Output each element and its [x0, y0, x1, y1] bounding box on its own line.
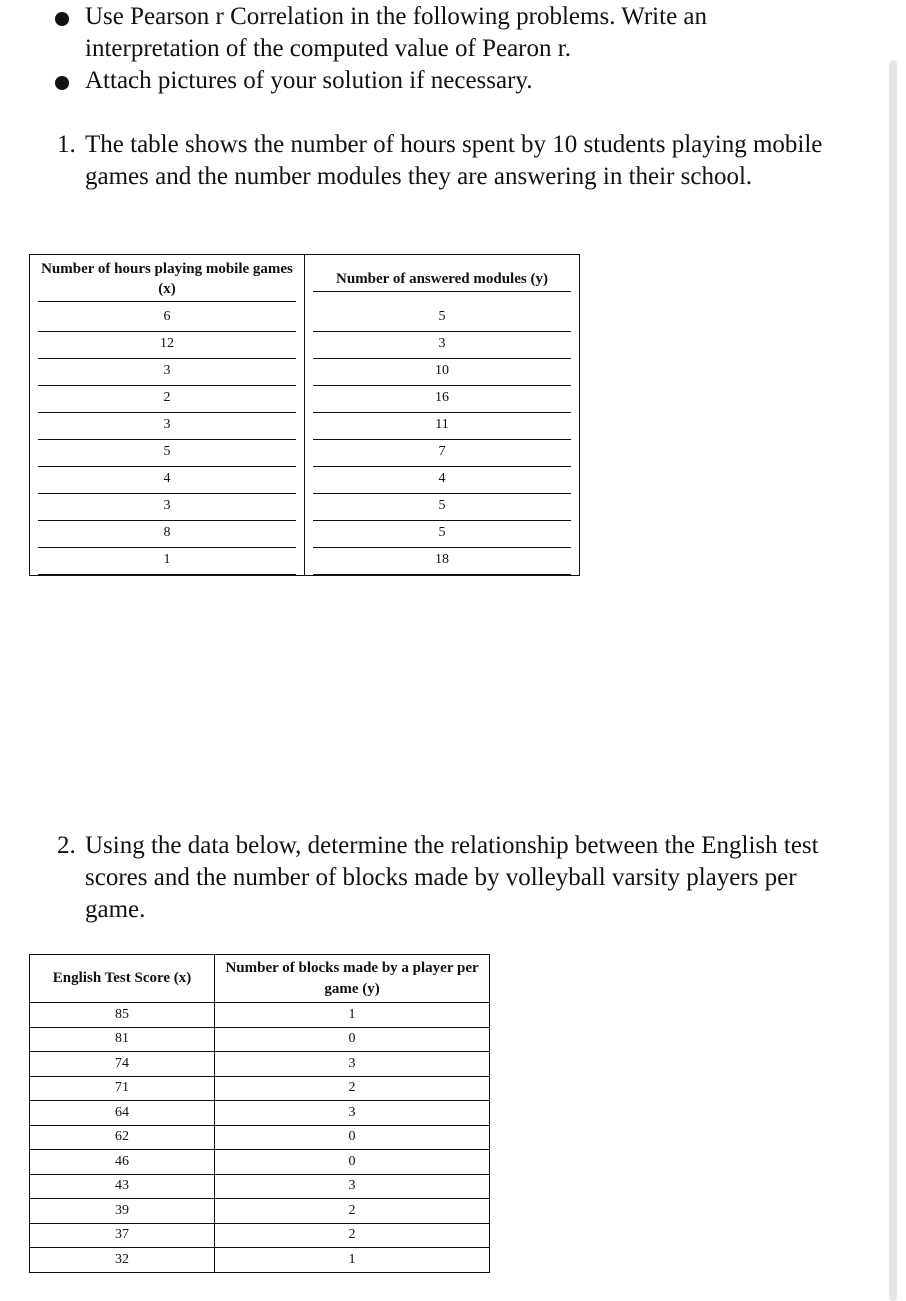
- cell-value: 6: [38, 305, 296, 332]
- table-cell: 1: [215, 1248, 490, 1273]
- cell-value: 2: [38, 386, 296, 413]
- cell-value: 3: [38, 413, 296, 440]
- table-cell: [305, 413, 580, 440]
- table-cell: [305, 467, 580, 494]
- table-cell: [305, 359, 580, 386]
- problem-1: [57, 129, 847, 193]
- table-row: [30, 1174, 490, 1199]
- problem-text: Using the data below, determine the relationship between the English test scores and the number of blocks made by volleyball varsity players per game.: [85, 832, 819, 923]
- bullet-icon: [55, 76, 69, 90]
- cell-value: 3: [313, 332, 571, 359]
- table-cell: 1: [215, 1003, 490, 1028]
- table-row: [30, 1076, 490, 1101]
- column-header: Number of blocks made by a player per game (y): [215, 955, 490, 1003]
- table-cell: [30, 467, 305, 494]
- table-row: [30, 521, 580, 548]
- table-row: [30, 1003, 490, 1028]
- cell-value: 5: [313, 521, 571, 548]
- table-cell: [30, 494, 305, 521]
- table-row: [30, 1027, 490, 1052]
- table-row: [30, 494, 580, 521]
- table-cell: 62: [30, 1125, 215, 1150]
- table-cell: 3: [215, 1052, 490, 1077]
- table-row: [30, 548, 580, 576]
- cell-value: 12: [38, 332, 296, 359]
- table-row: [30, 467, 580, 494]
- column-header: English Test Score (x): [30, 955, 215, 1003]
- cell-value: 5: [313, 494, 571, 521]
- table-cell: [305, 386, 580, 413]
- cell-value: 3: [38, 494, 296, 521]
- instruction-item: [55, 1, 835, 65]
- table-cell: 2: [215, 1076, 490, 1101]
- instruction-item: [55, 65, 835, 97]
- table-cell: 3: [215, 1174, 490, 1199]
- table-row: [30, 332, 580, 359]
- cell-value: 8: [38, 521, 296, 548]
- table-cell: 2: [215, 1199, 490, 1224]
- problem-number: 2.: [57, 832, 76, 859]
- table-cell: 39: [30, 1199, 215, 1224]
- table-cell: [305, 332, 580, 359]
- bullet-icon: [55, 12, 69, 26]
- table-cell: [30, 440, 305, 467]
- problem-2: [57, 830, 847, 926]
- cell-value: 18: [313, 548, 571, 575]
- table-cell: 0: [215, 1150, 490, 1175]
- instruction-text: Use Pearson r Correlation in the following problems. Write an interpretation of the computed value of Pearon r.: [85, 3, 708, 62]
- cell-value: 5: [313, 305, 571, 332]
- table-cell: [305, 494, 580, 521]
- table-cell: [30, 305, 305, 332]
- table-cell: 71: [30, 1076, 215, 1101]
- table-row: [30, 386, 580, 413]
- table-header-row: [30, 255, 580, 306]
- table-row: [30, 1125, 490, 1150]
- cell-value: 7: [313, 440, 571, 467]
- table-cell: 32: [30, 1248, 215, 1273]
- table-cell: 0: [215, 1027, 490, 1052]
- problem-number: 1.: [57, 131, 76, 158]
- table-row: [30, 1101, 490, 1126]
- table-header-row: [30, 955, 490, 1003]
- cell-value: 4: [38, 467, 296, 494]
- cell-value: 16: [313, 386, 571, 413]
- table-cell: 37: [30, 1223, 215, 1248]
- table-cell: 43: [30, 1174, 215, 1199]
- cell-value: 4: [313, 467, 571, 494]
- table-cell: [305, 521, 580, 548]
- cell-value: 10: [313, 359, 571, 386]
- data-table-1: [29, 254, 580, 576]
- instruction-text: Attach pictures of your solution if necessary.: [85, 67, 533, 94]
- table-cell: 74: [30, 1052, 215, 1077]
- column-header: [305, 255, 580, 306]
- table-cell: 85: [30, 1003, 215, 1028]
- table-cell: 2: [215, 1223, 490, 1248]
- column-header: [30, 255, 305, 306]
- table-cell: [30, 332, 305, 359]
- scrollbar[interactable]: [889, 60, 897, 1301]
- table-cell: [305, 548, 580, 576]
- table-cell: [30, 413, 305, 440]
- problem-text: The table shows the number of hours spent by 10 students playing mobile games and the number modules they are answering in their school.: [85, 131, 823, 190]
- table-cell: 46: [30, 1150, 215, 1175]
- column-header-text: Number of hours playing mobile games (x): [38, 259, 296, 302]
- cell-value: 5: [38, 440, 296, 467]
- table-row: [30, 440, 580, 467]
- table-row: [30, 1248, 490, 1273]
- cell-value: 1: [38, 548, 296, 575]
- table-row: [30, 359, 580, 386]
- table-cell: 64: [30, 1101, 215, 1126]
- table-cell: 3: [215, 1101, 490, 1126]
- table-cell: 0: [215, 1125, 490, 1150]
- table-row: [30, 1150, 490, 1175]
- table-cell: [30, 386, 305, 413]
- cell-value: 3: [38, 359, 296, 386]
- table-row: [30, 413, 580, 440]
- data-table-2: [29, 954, 490, 1273]
- table-cell: [30, 359, 305, 386]
- column-header-text: Number of answered modules (y): [313, 269, 571, 292]
- table-cell: [305, 440, 580, 467]
- table-cell: [305, 305, 580, 332]
- table-row: [30, 1199, 490, 1224]
- cell-value: 11: [313, 413, 571, 440]
- table-row: [30, 305, 580, 332]
- table-cell: [30, 521, 305, 548]
- table-row: [30, 1223, 490, 1248]
- table-cell: 81: [30, 1027, 215, 1052]
- table-row: [30, 1052, 490, 1077]
- table-cell: [30, 548, 305, 576]
